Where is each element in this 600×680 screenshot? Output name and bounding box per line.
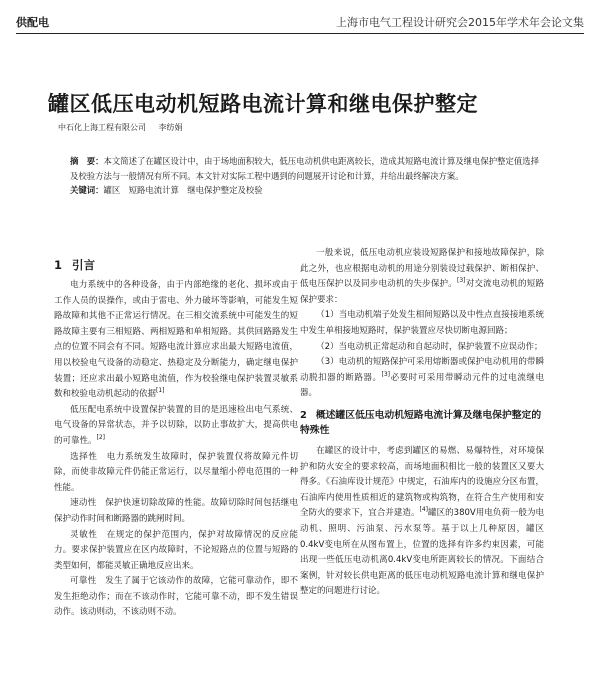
- author: 李纺娟: [158, 123, 183, 132]
- keywords: [70, 183, 544, 198]
- list-item: （2）当电动机正常起动和自起动时，保护装置不应误动作；: [316, 341, 543, 352]
- keywords-text: 罐区 短路电流计算 继电保护整定及校验: [103, 185, 263, 195]
- paragraph: 灵敏性 在规定的保护范围内，保护对故障情况的反应能力。要求保护装置应在区内故障时，不论短路点的位置与短路的类型如何，都能灵敏正确地反应出来。: [54, 529, 298, 571]
- citation: [3]: [456, 277, 466, 285]
- organization: 中石化上海工程有限公司: [58, 123, 146, 132]
- section-1-title: 引言: [72, 258, 96, 272]
- header-section-label: 供配电: [16, 16, 49, 29]
- paragraph: 一般来说，低压电动机应装设短路保护和接地故障保护，除此之外，也应根据电动机的用途分别装设过载保护、断相保护、低电压保护以及同步电动机的失步保护。[3]对交流电动机的短路保护要求：: [300, 248, 544, 305]
- citation: [2]: [96, 434, 106, 442]
- paragraph: 可靠性 发生了属于它该动作的故障，它能可靠动作，即不发生拒绝动作；而在不该动作时，它能可靠不动，即不发生错误动作。该动则动，不该动则不动。: [54, 576, 298, 618]
- list-item: （3）电动机的短路保护可采用熔断器或保护电动机用的带瞬动脱扣器的断路器。[3]必要时可采用带瞬动元件的过电流继电器。: [300, 357, 544, 399]
- header-proceedings-title: 上海市电气工程设计研究会2015年学术年会论文集: [336, 16, 584, 29]
- paragraph: 在罐区的设计中，考虑到罐区的易燃、易爆特性，对环境保护和防火安全的要求较高，而场地面积相比一般的装置区又要大得多。《石油库设计规范》中规定，石油库内的设施应分区布置，石油库内使用性质相近的建筑物或构筑物，在符合生产使用和安全防火的要求下，宜合并建造。[4]罐区的380V用电负荷一般为电动机、照明、污油泵、污水泵等。基于以上几种原因，罐区0.4kV变电所在从图布置上，位置的选择有许多约束因素，可能出现一些低压电动机离0.4kV变电所距离较长的情况。下面结合案例，针对较长供电距离的低压电动机短路电流计算和继电保护整定的问题进行讨论。: [300, 445, 544, 597]
- right-column: [300, 246, 544, 600]
- paragraph: 速动性 保护快速切除故障的性能。故障切除时间包括继电保护动作时间和断路器的跳闸时间。: [54, 498, 298, 524]
- list-item: （1）当电动机端子处发生相间短路以及中性点直接接地系统中发生单相接地短路时，保护装置应尽快切断电源回路；: [300, 310, 544, 336]
- header-rule: [16, 33, 584, 34]
- abstract-text: 本文简述了在罐区设计中，由于场地面积较大，低压电动机供电距离较长，造成其短路电流计算及继电保护整定值选择及校验方法与一般情况有所不同。本文针对实际工程中遇到的问题展开讨论和计算，并给出最终解决方案。: [70, 156, 539, 181]
- citation: [3]: [381, 370, 391, 378]
- paragraph: 低压配电系统中设置保护装置的目的是迅速检出电气系统、电气设备的异常状态，并予以切除，以防止事故扩大，提高供电的可靠性。[2]: [54, 404, 298, 446]
- section-2-heading: [300, 408, 544, 438]
- paragraph: 选择性 电力系统发生故障时，保护装置仅将故障元件切除，而使非故障元件仍能正常运行，以尽量缩小停电范围的一种性能。: [54, 451, 298, 493]
- left-column: [54, 258, 298, 621]
- keywords-label: 关键词：: [70, 185, 104, 195]
- abstract-block: [70, 154, 544, 198]
- section-1-number: 1: [54, 258, 63, 272]
- citation: [1]: [156, 387, 165, 395]
- section-2-number: 2: [300, 409, 307, 421]
- running-header: [16, 10, 584, 34]
- section-1-heading: [54, 258, 298, 273]
- abstract: [70, 154, 544, 183]
- paper-title: 罐区低压电动机短路电流计算和继电保护整定: [48, 92, 478, 116]
- paragraph: 电力系统中的各种设备，由于内部绝缘的老化、损坏或由于工作人员的误操作，或由于雷电、外力破坏等影响，可能发生短路故障和其他不正常运行情况。在三相交流系统中可能发生的短路故障主要有三相短路、两相短路和单相短路。其供回路路发生点的位置不同会有不同。短路电流计算应求出最大短路电流值，用以校验电气设备的动稳定、热稳定及分断能力，确定继电保护装置；还应求出最小短路电流值，作为校验继电保护装置灵敏系数和校验电动机起动的依据[1]: [54, 280, 298, 400]
- citation: [4]: [419, 506, 429, 514]
- affiliation-line: [58, 122, 193, 133]
- section-2-title: 概述罐区低压电动机短路电流计算及继电保护整定的特殊性: [300, 409, 542, 436]
- abstract-label: 摘 要：: [70, 156, 104, 166]
